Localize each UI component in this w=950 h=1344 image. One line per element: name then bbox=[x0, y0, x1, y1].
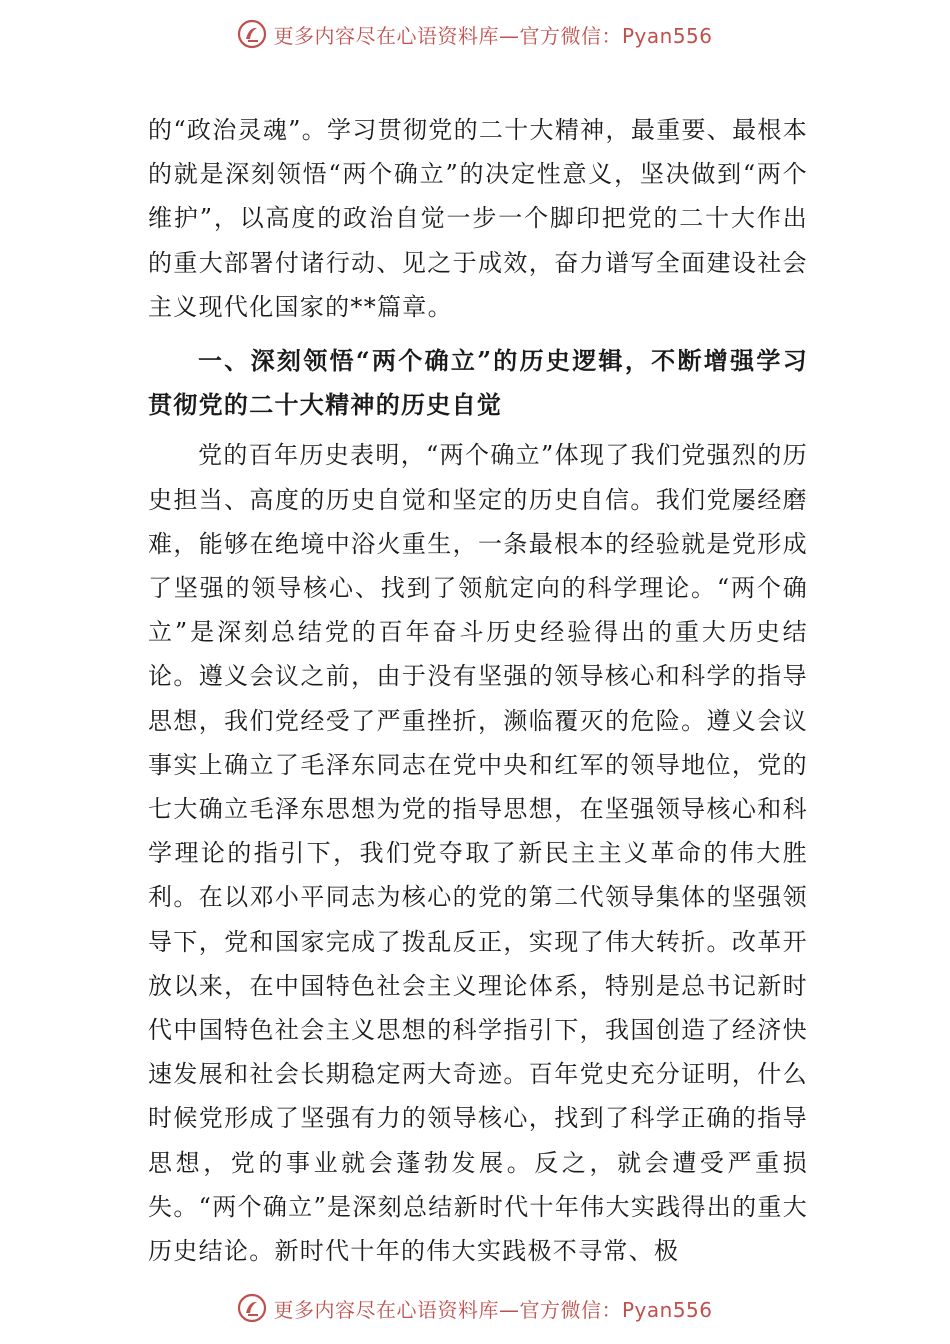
brand-logo-icon bbox=[237, 1293, 267, 1323]
section-heading: 一、深刻领悟“两个确立”的历史逻辑，不断增强学习贯彻党的二十大精神的历史自觉 bbox=[148, 346, 808, 420]
header-watermark-banner bbox=[0, 14, 950, 54]
document-body bbox=[148, 108, 808, 1273]
wechat-label: 官方微信： bbox=[519, 1297, 622, 1322]
brand-name: 更多内容尽在心语资料库 bbox=[273, 1297, 499, 1322]
paragraph-continuation: 的“政治灵魂”。学习贯彻党的二十大精神，最重要、最根本的就是深刻领悟“两个确立”的决定性意义，坚决做到“两个维护”，以高度的政治自觉一步一个脚印把党的二十大作出的重大部署付诸行动、见之于成效，奋力谱写全面建设社会主义现代化国家的**篇章。 bbox=[148, 116, 808, 321]
banner-text bbox=[273, 1294, 712, 1323]
banner-text bbox=[273, 20, 712, 49]
brand-logo-icon bbox=[237, 19, 267, 49]
wechat-id: Pyan556 bbox=[621, 1297, 713, 1322]
paragraph-body: 党的百年历史表明，“两个确立”体现了我们党强烈的历史担当、高度的历史自觉和坚定的历史自信。我们党屡经磨难，能够在绝境中浴火重生，一条最根本的经验就是党形成了坚强的领导核心、找到了领航定向的科学理论。“两个确立”是深刻总结党的百年奋斗历史经验得出的重大历史结论。遵义会议之前，由于没有坚强的领导核心和科学的指导思想，我们党经受了严重挫折，濒临覆灭的危险。遵义会议事实上确立了毛泽东同志在党中央和红军的领导地位，党的七大确立毛泽东思想为党的指导思想，在坚强领导核心和科学理论的指引下，我们党夺取了新民主主义革命的伟大胜利。在以邓小平同志为核心的党的第二代领导集体的坚强领导下，党和国家完成了拨乱反正，实现了伟大转折。改革开放以来，在中国特色社会主义理论体系，特别是总书记新时代中国特色社会主义思想的科学指引下，我国创造了经济快速发展和社会长期稳定两大奇迹。百年党史充分证明，什么时候党形成了坚强有力的领导核心，找到了科学正确的指导思想，党的事业就会蓬勃发展。反之，就会遭受严重损失。“两个确立”是深刻总结新时代十年伟大实践得出的重大历史结论。新时代十年的伟大实践极不寻常、极 bbox=[148, 441, 808, 1266]
banner-separator: — bbox=[498, 1297, 520, 1322]
brand-name: 更多内容尽在心语资料库 bbox=[273, 23, 499, 48]
footer-watermark-banner bbox=[0, 1288, 950, 1328]
wechat-label: 官方微信： bbox=[519, 23, 622, 48]
banner-separator: — bbox=[498, 23, 520, 48]
wechat-id: Pyan556 bbox=[621, 23, 713, 48]
